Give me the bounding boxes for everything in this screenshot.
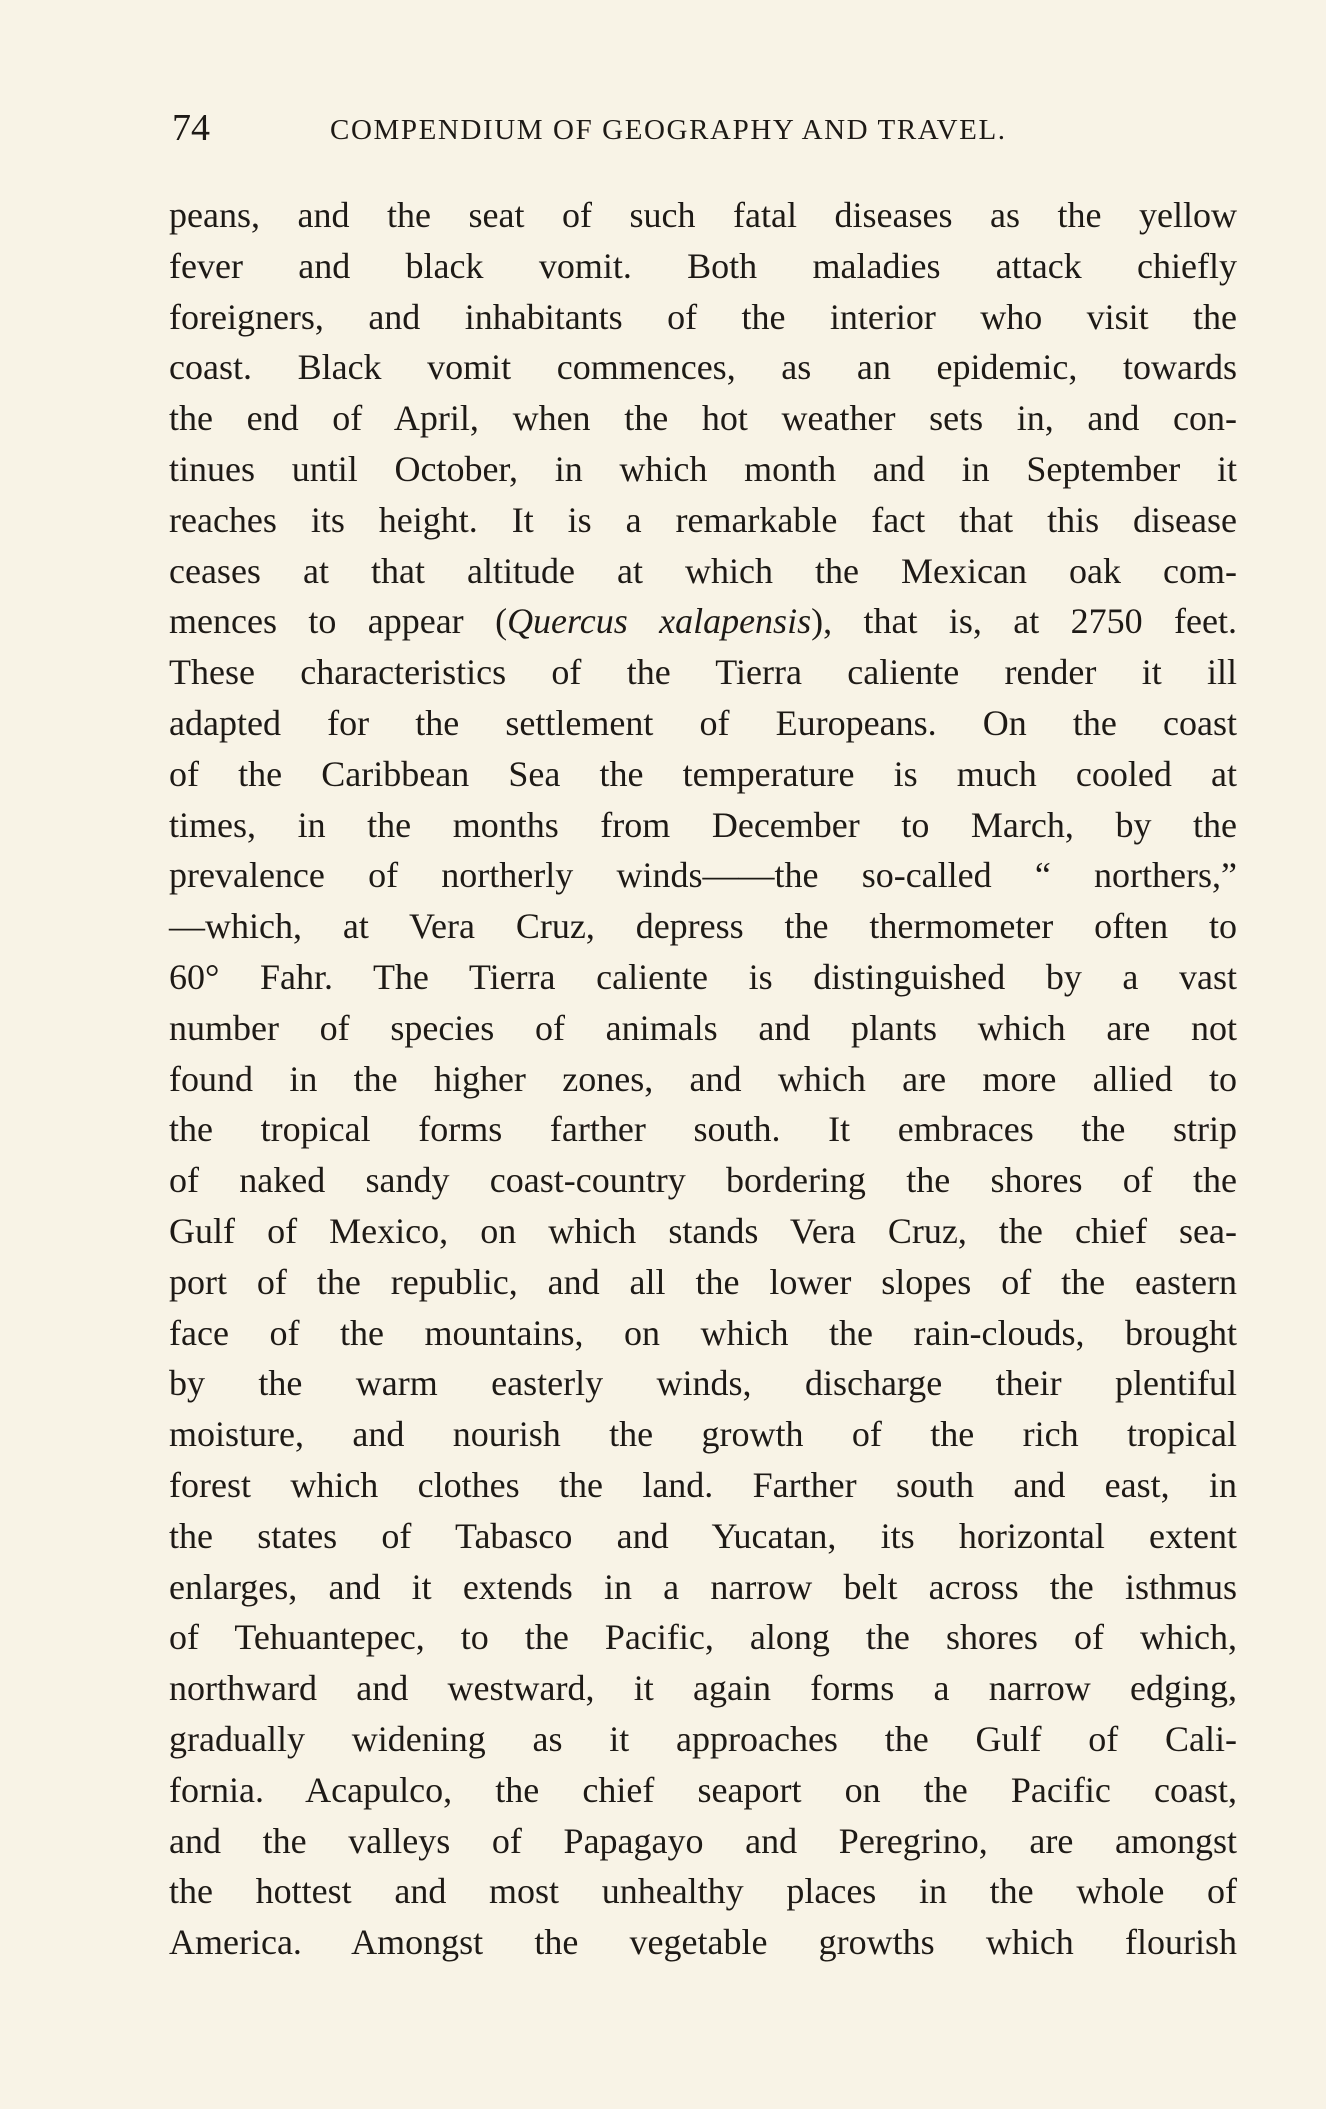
text-line: the states of Tabasco and Yucatan, its horizontal extent — [169, 1515, 1237, 1556]
running-title: COMPENDIUM OF GEOGRAPHY AND TRAVEL. — [330, 114, 1007, 146]
text-segment: mences to appear ( — [169, 601, 508, 642]
text-line: the end of April, when the hot weather sets in, and con- — [169, 398, 1237, 439]
text-line: moisture, and nourish the growth of the rich tropical — [169, 1414, 1237, 1455]
text-segment: ), that is, at 2750 feet. — [811, 601, 1237, 642]
text-line: ceases at that altitude at which the Mexican oak com- — [169, 550, 1237, 591]
text-line: the tropical forms farther south. It embraces the strip — [169, 1109, 1237, 1150]
text-line: peans, and the seat of such fatal diseases as the yellow — [169, 195, 1237, 235]
text-line: forest which clothes the land. Farther south and east, in — [169, 1464, 1237, 1505]
text-line: by the warm easterly winds, discharge their plentiful — [169, 1363, 1237, 1404]
text-line: of the Caribbean Sea the temperature is much cooled at — [169, 753, 1237, 794]
text-line: found in the higher zones, and which are more allied to — [169, 1058, 1237, 1099]
text-line: foreigners, and inhabitants of the interior who visit the — [169, 296, 1237, 337]
text-line: the hottest and most unhealthy places in the whole of — [169, 1871, 1237, 1912]
text-line: These characteristics of the Tierra caliente render it ill — [169, 652, 1237, 693]
text-line: tinues until October, in which month and in September it — [169, 448, 1237, 489]
text-line: number of species of animals and plants which are not — [169, 1007, 1237, 1048]
text-line: fornia. Acapulco, the chief seaport on the Pacific coast, — [169, 1769, 1237, 1810]
text-line: 60° Fahr. The Tierra caliente is distinguished by a vast — [169, 956, 1237, 997]
text-line: port of the republic, and all the lower slopes of the eastern — [169, 1261, 1237, 1302]
running-head — [168, 106, 1240, 150]
text-line: northward and westward, it again forms a narrow edging, — [169, 1668, 1237, 1709]
text-line: America. Amongst the vegetable growths which flourish — [169, 1922, 1237, 1963]
text-line-with-italic — [169, 596, 1237, 647]
text-line: Gulf of Mexico, on which stands Vera Cruz, the chief sea- — [169, 1210, 1237, 1251]
text-line: adapted for the settlement of Europeans. On the coast — [169, 702, 1237, 743]
page-number: 74 — [172, 107, 210, 149]
text-line: face of the mountains, on which the rain-clouds, brought — [169, 1312, 1237, 1353]
text-line: reaches its height. It is a remarkable fact that this disease — [169, 499, 1237, 540]
text-line: times, in the months from December to March, by the — [169, 804, 1237, 845]
body-paragraph — [169, 190, 1237, 1968]
text-line: gradually widening as it approaches the Gulf of Cali- — [169, 1718, 1237, 1759]
text-line: of naked sandy coast-country bordering the shores of the — [169, 1160, 1237, 1201]
text-line: —which, at Vera Cruz, depress the thermometer often to — [169, 906, 1237, 947]
text-line: coast. Black vomit commences, as an epidemic, towards — [169, 347, 1237, 388]
text-line: prevalence of northerly winds——the so-called “ northers,” — [169, 855, 1237, 896]
text-line: enlarges, and it extends in a narrow belt across the isthmus — [169, 1566, 1237, 1607]
italic-species-name: Quercus xalapensis — [507, 601, 812, 642]
text-line: of Tehuantepec, to the Pacific, along the shores of which, — [169, 1617, 1237, 1658]
text-line: fever and black vomit. Both maladies attack chiefly — [169, 245, 1237, 286]
text-line: and the valleys of Papagayo and Peregrino, are amongst — [169, 1820, 1237, 1861]
